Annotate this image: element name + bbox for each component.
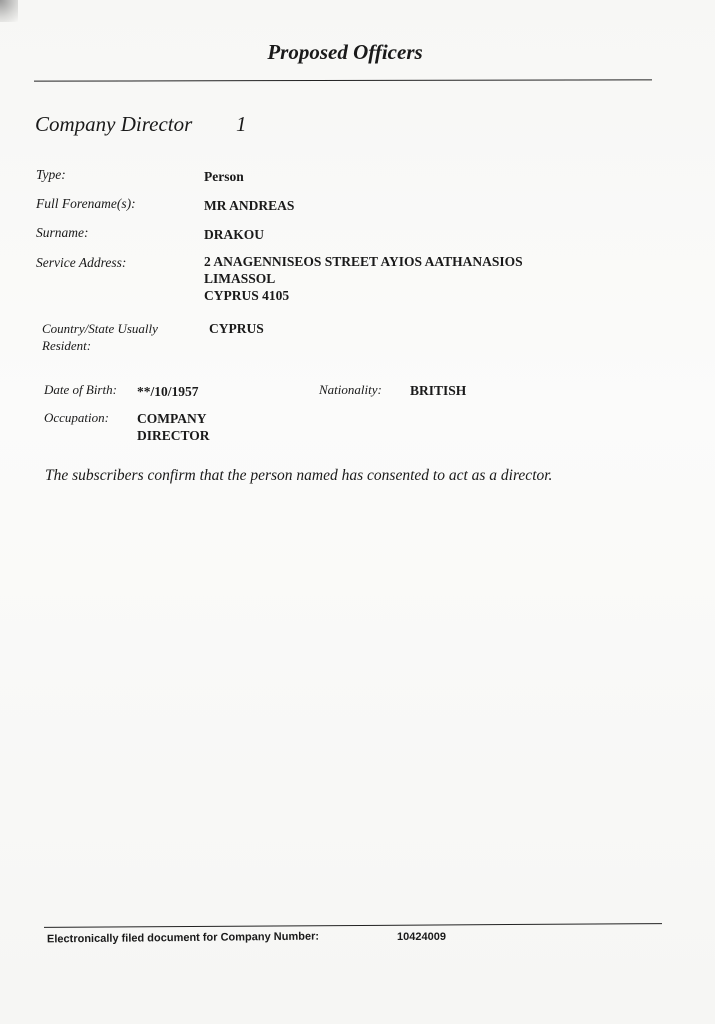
address-line-2: LIMASSOL: [204, 271, 276, 286]
address-line-1: 2 ANAGENNISEOS STREET AYIOS AATHANASIOS: [204, 254, 523, 269]
occupation-value: [137, 410, 210, 444]
occupation-label: Occupation:: [44, 410, 109, 425]
section-heading: Company Director: [35, 112, 193, 136]
country-value: CYPRUS: [209, 321, 264, 336]
type-value: Person: [204, 169, 244, 184]
address-value: [204, 253, 523, 304]
page-title: Proposed Officers: [267, 40, 423, 64]
forenames-label: Full Forename(s):: [36, 196, 136, 211]
surname-value: DRAKOU: [204, 227, 264, 242]
nationality-label: Nationality:: [319, 382, 382, 397]
address-label: Service Address:: [36, 255, 127, 270]
occupation-line-1: COMPANY: [137, 411, 207, 426]
country-label-line-2: Resident:: [42, 338, 92, 353]
section-number: 1: [236, 112, 247, 136]
dob-value: **/10/1957: [137, 384, 199, 399]
company-number: 10424009: [397, 931, 446, 943]
consent-statement: The subscribers confirm that the person named has consented to act as a director.: [45, 467, 553, 484]
type-label: Type:: [36, 167, 66, 182]
address-line-3: CYPRUS 4105: [204, 288, 290, 303]
nationality-value: BRITISH: [410, 383, 467, 398]
footer-divider: [44, 923, 662, 928]
country-label-line-1: Country/State Usually: [42, 321, 158, 336]
country-label: [42, 320, 158, 354]
dob-label: Date of Birth:: [44, 382, 117, 397]
page-corner-shadow: [0, 0, 18, 22]
title-divider: [34, 79, 652, 81]
occupation-line-2: DIRECTOR: [137, 428, 210, 443]
forenames-value: MR ANDREAS: [204, 198, 295, 213]
surname-label: Surname:: [36, 225, 89, 240]
footer-label: Electronically filed document for Company Number:: [46, 930, 320, 946]
